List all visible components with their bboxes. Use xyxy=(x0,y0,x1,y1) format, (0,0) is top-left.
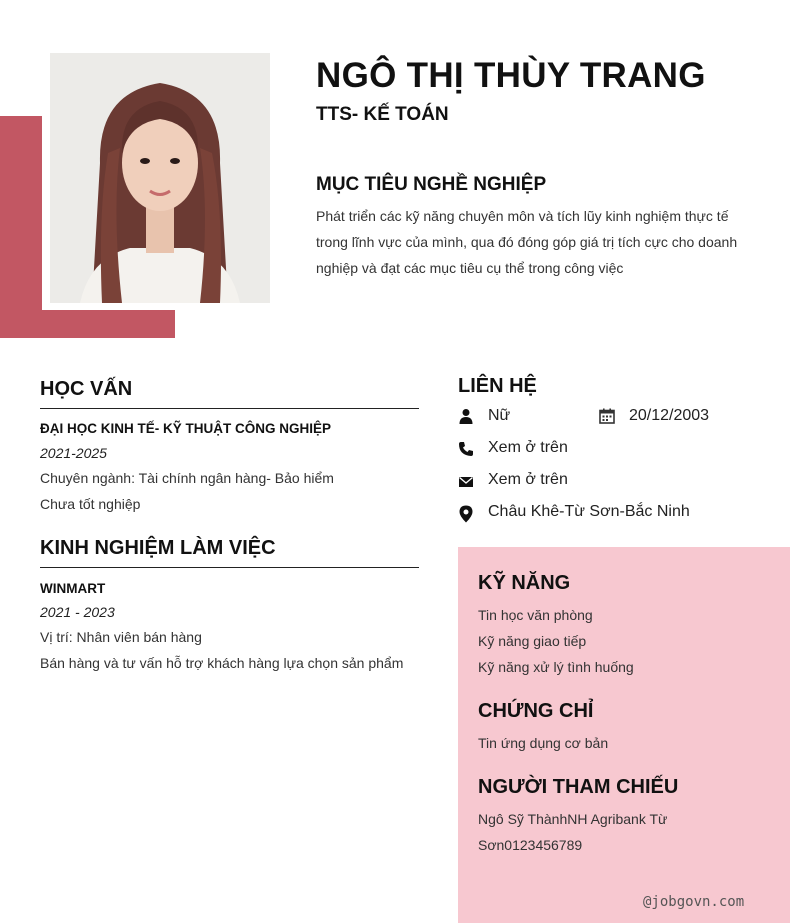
education-divider xyxy=(40,408,419,409)
experience-divider xyxy=(40,567,419,568)
certificates-title: CHỨNG CHỈ xyxy=(478,700,594,722)
experience-company: WINMART xyxy=(40,581,106,596)
mail-icon xyxy=(458,474,474,490)
objective-title: MỤC TIÊU NGHỀ NGHIỆP xyxy=(316,174,547,195)
full-name: NGÔ THỊ THÙY TRANG xyxy=(316,56,706,95)
certificate-item: Tin ứng dụng cơ bản xyxy=(478,735,609,751)
watermark: @jobgovn.com xyxy=(643,894,745,910)
reference-line: Ngô Sỹ ThànhNH Agribank Từ xyxy=(478,811,668,827)
contact-gender: Nữ xyxy=(488,407,511,424)
profile-photo xyxy=(50,53,270,303)
contact-phone: Xem ở trên xyxy=(488,439,568,456)
objective-text: Phát triển các kỹ năng chuyên môn và tích lũy kinh nghiệm thực tế trong lĩnh vực của mình, qua đó đóng góp giá trị tích cực cho doanh nghiệp và đạt các mục tiêu cụ thể trong công việc xyxy=(316,208,738,276)
contact-email: Xem ở trên xyxy=(488,471,568,488)
experience-period: 2021 - 2023 xyxy=(40,604,115,620)
calendar-icon xyxy=(599,408,615,424)
location-pin-icon xyxy=(458,505,474,523)
experience-position: Vị trí: Nhân viên bán hàng xyxy=(40,629,202,645)
contact-address: Châu Khê-Từ Sơn-Bắc Ninh xyxy=(488,503,690,520)
education-school: ĐẠI HỌC KINH TẾ- KỸ THUẬT CÔNG NGHIỆP xyxy=(40,421,332,436)
experience-title: KINH NGHIỆM LÀM VIỆC xyxy=(40,537,276,559)
accent-block xyxy=(0,116,42,338)
skill-item: Kỹ năng xử lý tình huống xyxy=(478,659,634,675)
job-title: TTS- KẾ TOÁN xyxy=(316,104,449,125)
education-title: HỌC VẤN xyxy=(40,378,133,400)
portrait-illustration xyxy=(50,53,270,303)
education-status: Chưa tốt nghiệp xyxy=(40,496,141,512)
contact-title: LIÊN HỆ xyxy=(458,375,537,397)
skills-title: KỸ NĂNG xyxy=(478,572,571,594)
education-period: 2021-2025 xyxy=(40,445,107,461)
education-major: Chuyên ngành: Tài chính ngân hàng- Bảo hiểm xyxy=(40,470,334,486)
accent-bar xyxy=(0,310,175,338)
references-title: NGƯỜI THAM CHIẾU xyxy=(478,776,679,798)
skill-item: Kỹ năng giao tiếp xyxy=(478,633,587,649)
phone-icon xyxy=(458,441,474,457)
reference-line: Sơn0123456789 xyxy=(478,837,583,853)
experience-description: Bán hàng và tư vấn hỗ trợ khách hàng lựa chọn sản phẩm xyxy=(40,655,404,671)
contact-dob: 20/12/2003 xyxy=(629,407,710,424)
skill-item: Tin học văn phòng xyxy=(478,607,593,623)
person-icon xyxy=(458,408,474,424)
